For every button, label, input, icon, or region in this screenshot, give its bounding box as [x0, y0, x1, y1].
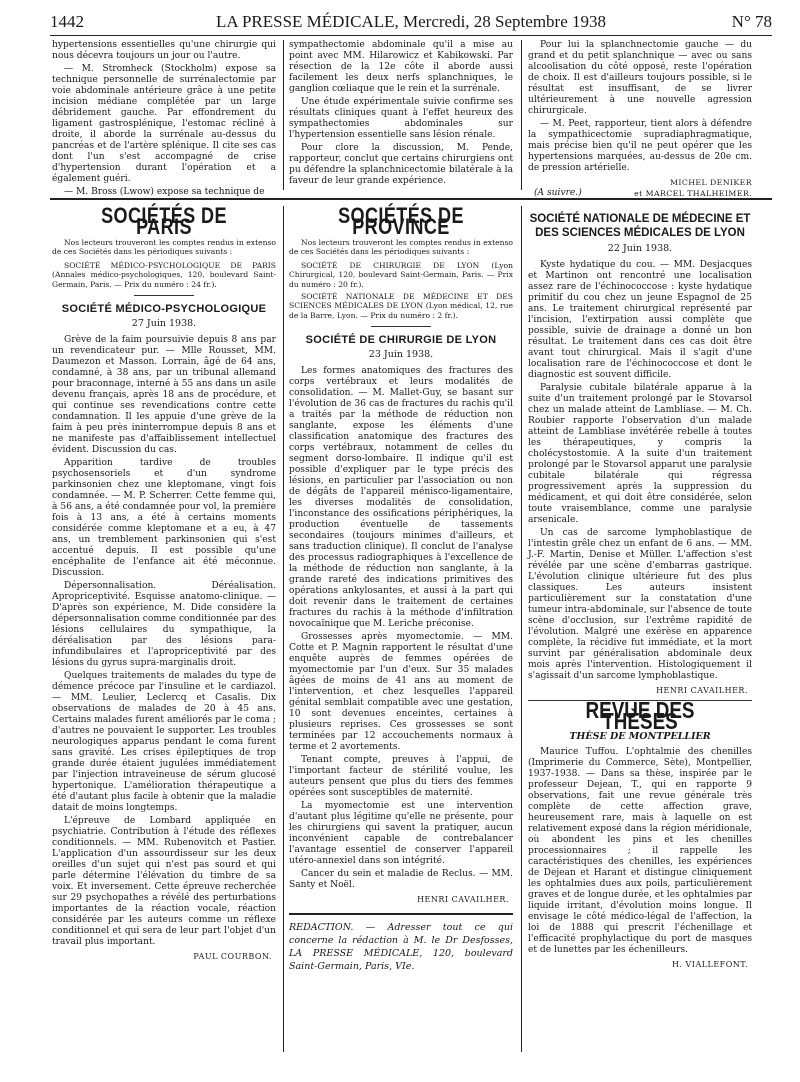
report-paragraph: Tenant compte, preuves à l'appui, de l'important facteur de stérilité voulue, les auteurs pensent que plus du tiers des femmes opérées sont susceptibles de maternité.	[289, 755, 513, 799]
signature: H. VIALLEFONT.	[671, 960, 748, 969]
divider	[289, 913, 513, 915]
column-rule	[521, 206, 522, 1052]
paragraph: Pour clore la discussion, M. Pende, rapporteur, conclut que certains chirurgiens ont pu défendre la splanchnicectomie bilatérale à la faveur de leur grande expérience.	[289, 143, 513, 186]
report-paragraph: Kyste hydatique du cou. — MM. Desjacques et Martinon ont rencontré une localisation assez rare de l'échinococcose : kyste hydatique primitif du cou chez un jeune Espagnol de 25 ans. Le traitement chirurgical représenté par l'incision, l'extirpation aussi complète que possible, suivie de drainage a donné un bon résultat. Le traitement dans ces cas doit être avant tout chirurgical. Mais il s'agit d'une localisation rare de l'échinococcose et dont le diagnostic est souvent difficile.	[528, 260, 752, 380]
section-heading: SOCIÉTÉS DE PARIS	[101, 203, 227, 239]
paragraph: — M. Peet, rapporteur, tient alors à défendre la sympathicectomie supradiaphragmatique, mais précise bien qu'il ne peut opérer que les hypertensions marquées, au-dessus de 20e cm. de pression artérielle.	[528, 119, 752, 173]
divider	[371, 326, 431, 327]
signature: MICHEL DENIKER	[669, 178, 752, 187]
column-rule	[283, 40, 284, 190]
session-date: 22 Juin 1938.	[607, 243, 673, 254]
report-paragraph: La myomectomie est une intervention d'autant plus légitime qu'elle ne présente, pour les chirurgiens qui savent la pratiquer, aucun inconvénient capable de contrebalancer l'avantage essentiel de conserver l'appareil utéro-annexiel dans son intégrité.	[289, 801, 513, 867]
periodical-ref: SOCIÉTÉ DE CHIRURGIE DE LYON (Lyon Chirurgical, 120, boulevard Saint-Germain, Paris. — Prix du numéro : 20 fr.).	[289, 260, 513, 289]
page-header	[50, 12, 772, 34]
section-rule	[50, 198, 772, 200]
signature: PAUL COURBON.	[193, 952, 272, 962]
society-name: SOCIÉTÉ MÉDICO-PSYCHOLOGIQUE	[61, 303, 267, 316]
periodical-ref: SOCIÉTÉ MÉDICO-PSYCHOLOGIQUE DE PARIS (Annales médico-psychologiques, 120, boulevard Saint-Germain, Paris. — Prix du numéro : 24 fr.).	[52, 260, 276, 289]
page-number: 1442	[50, 12, 84, 31]
society-name: SOCIÉTÉ NATIONALE DE MÉDECINE ET DES SCIENCES MÉDICALES DE LYON	[529, 213, 751, 239]
signature: HENRI CAVAILHER.	[417, 895, 509, 905]
note: Nos lecteurs trouveront les comptes rendus in extenso de ces Sociétés dans les périodiques suivants :	[289, 238, 513, 257]
report-paragraph: Grève de la faim poursuivie depuis 8 ans par un revendicateur pur. — Mlle Rousset, MM. Daumezon et Masson. Lorrain, âgé de 64 ans, condamné, à 38 ans, par un tribunal allemand pour braconnage, interné à 55 ans dans un asile devenu français, après 18 ans de procédure, et qui continue ses revendications contre cette condamnation. Il les appuie d'une grève de la faim à peu près ininterrompue depuis 8 ans et ne manifeste pas d'affaiblissement intellectuel évident. Discussion du cas.	[52, 335, 276, 456]
column-rule	[283, 206, 284, 1052]
periodical-ref: SOCIÉTÉ NATIONALE DE MÉDECINE ET DES SCIENCES MÉDICALES DE LYON (Lyon médical, 12, rue de la Barre, Lyon. — Prix du numéro : 2 fr.).	[289, 292, 513, 320]
society-name: SOCIÉTÉ DE CHIRURGIE DE LYON	[305, 334, 497, 347]
top-column-3	[528, 40, 752, 198]
report-paragraph: L'épreuve de Lombard appliquée en psychiatrie. Contribution à l'étude des réflexes conditionnels. — MM. Rubenovitch et Pastier. L'application d'un assourdisseur sur les deux oreilles d'un sujet qui n'est pas sourd et qui parle détermine l'élévation du timbre de sa voix. Et inversement. Cette épreuve recherchée sur 29 psychopathes a révélé des perturbations importantes de la réaction vocale, réaction considérée par les auteurs comme un réflexe conditionnel et qui sera de leur part l'objet d'un travail plus important.	[52, 816, 276, 948]
report-paragraph: Un cas de sarcome lymphoblastique de l'intestin grêle chez un enfant de 6 ans. — MM. J.-F. Martin, Denise et Müller. L'affection s'est révélée par une scène d'embarras gastrique. L'évolution clinique ultérieure fut des plus classiques. Les auteurs insistent particulièrement sur la constatation d'une tumeur intra-abdominale, sur l'absence de toute scène d'occlusion, sur l'extrême rapidité de l'évolution. Malgré une exérèse en apparence complète, la récidive fut immédiate, et la mort survint par généralisation abdominale deux mois après l'intervention. Histologiquement il s'agissait d'un sarcome lymphoblastique.	[528, 528, 752, 681]
report-paragraph: Paralysie cubitale bilatérale apparue à la suite d'un traitement prolongé par le Stovarsol chez un malade atteint de Lambliase. — M. Ch. Roubier rapporte l'observation d'un malade atteint de Lambliase invétérée rebelle à toutes les thérapeutiques, y compris la cholécystostomie. A la suite d'un traitement prolongé par le Stovarsol apparut une paralysie cubitale bilatérale qui régressa progressivement après la suppression du médicament, et qui doit être considérée, selon toute vraisemblance, comme une paralysie arsenicale.	[528, 383, 752, 525]
report-paragraph: Apparition tardive de troubles psychosensoriels et d'un syndrome parkinsonien chez une kleptomane, vingt fois condamnée. — M. P. Scherrer. Cette femme qui, à 56 ans, a été condamnée pour vol, la première fois à 13 ans, a été à certains moments considérée comme kleptomane et a eu, à 47 ans, un tremblement parkinsonien qui s'est accentué depuis. Il est possible qu'une encéphalite de l'enfance ait été méconnue. Discussion.	[52, 458, 276, 579]
note: Nos lecteurs trouveront les comptes rendus in extenso de ces Sociétés dans les périodiques suivants :	[52, 238, 276, 257]
paragraph: — M. Stromheck (Stockholm) expose sa technique personnelle de surrénalectomie par voie abdominale antérieure grâce à une petite incision médiane complétée par un large débridement gauche. Par effondrement du ligament gastrosplénique, l'estomac récliné à droite, il aborde la surrénale au-dessus du pancréas et de l'artère splénique. Il cite ses cas dont l'un s'est accompagné de crise d'hypertension durant l'opération et a également guéri.	[52, 64, 276, 184]
top-column-2	[289, 40, 513, 190]
signature: et MARCEL THALHEIMER.	[634, 189, 752, 198]
section-heading: SOCIÉTÉS DE PROVINCE	[338, 203, 464, 239]
report-paragraph: Cancer du sein et maladie de Reclus. — MM. Santy et Noël.	[289, 869, 513, 891]
paragraph: hypertensions essentielles qu'une chirurgie qui nous décevra toujours un jour ou l'autre.	[52, 40, 276, 61]
issue-number: N° 78	[731, 12, 772, 31]
lyon-column	[528, 208, 752, 1038]
report-paragraph: Grossesses après myomectomie. — MM. Cotte et P. Magnin rapportent le résultat d'une enquête auprès de femmes opérées de myomectomie par l'un d'eux. Sur 35 malades âgées de moins de 41 ans au moment de l'intervention, et chez lesquelles l'appareil génital semblait compatible avec une gestation, 10 sont devenues enceintes, certaines à plusieurs reprises. Ces grossesses se sont terminées par 12 accouchements normaux à terme et 2 avortements.	[289, 632, 513, 753]
header-rule	[50, 35, 772, 36]
paragraph: sympathectomie abdominale qu'il a mise au point avec MM. Hilarowicz et Kabikowski. Par résection de la 12e côte il aborde aussi facilement les deux nerfs splanchniques, le ganglion cœliaque que le rein et la surrénale.	[289, 40, 513, 94]
redaction-notice: REDACTION. — Adresser tout ce qui concerne la rédaction à M. le Dr Desfosses, LA PRESSE MÉDICALE, 120, boulevard Saint-Germain, Paris, VIe.	[289, 922, 513, 973]
report-paragraph: Quelques traitements de malades du type de démence précoce par l'insuline et le cardiazol. — MM. Leulier, Leclercq et Casalis. Dix observations de malades de 20 à 45 ans. Certains malades furent améliorés par le coma ; d'autres ne pouvaient le supporter. Les troubles neurologiques apparus pendant le coma furent sans gravité. Les crises épileptiques de trop grande durée étaient jugulées immédiatement par l'injection intraveineuse de sérum glucosé hypertonique. L'amélioration thérapeutique a été d'autant plus facile à obtenir que la maladie datait de moins longtemps.	[52, 671, 276, 814]
to-be-continued: (A suivre.)	[534, 188, 582, 198]
column-rule	[521, 40, 522, 190]
thesis-paragraph: Maurice Tuffou. L'ophtalmie des chenilles (Imprimerie du Commerce, Sète), Montpellier, 1937-1938. — Dans sa thèse, inspirée par le professeur Dejean, T., qui en rapporte 9 observations, fait une revue générale très complète de cette affection grave, heureusement rare, mais à laquelle on est relativement exposé dans la région méridionale, où abondent les pins et les chenilles processionnaires ; il rappelle les caractéristiques des chenilles, les expériences de Dejean et Harant et distingue cliniquement les ophtalmies dues aux poils, particulièrement graves et de longue durée, et les ophtalmies par liquide irritant, d'évolution moins longue. Il envisage le côté médico-légal de l'affection, la loi de 1888 qui prescrit l'échenillage et l'efficacité prophylactique du port de masques et de lunettes par les échenilleurs.	[528, 747, 752, 955]
session-date: 27 Juin 1938.	[131, 318, 197, 330]
thesis-subheading: THÈSE DE MONTPELLIER	[569, 731, 711, 742]
paragraph: — M. Bross (Lwow) expose sa technique de	[64, 187, 265, 197]
journal-title: LA PRESSE MÉDICALE, Mercredi, 28 Septembre 1938	[215, 12, 606, 31]
session-date: 23 Juin 1938.	[368, 349, 434, 361]
divider	[134, 295, 194, 296]
report-paragraph: Les formes anatomiques des fractures des corps vertébraux et leurs modalités de consolidation. — M. Mallet-Guy, se basant sur l'évolution de 36 cas de fractures du rachis qu'il a traités par la méthode de réduction non sanglante, expose les éléments d'une classification anatomique des fractures des corps vertébraux, notamment de celles du segment dorso-lombaire. Il indique qu'il est possible d'expliquer par le type précis des lésions, en particulier par l'association ou non de dégâts de l'appareil ménisco-ligamentaire, les diverses modalités de consolidation, l'inconstance des ossifications périphériques, la production éventuelle de tassements secondaires (toujours minimes d'ailleurs, et sans traduction clinique). Il conclut de l'analyse des processus radiographiques à l'excellence de la méthode de réduction non sanglante, à la grande rareté des indications primitives des opérations ankylosantes, et aussi à la part qui doit revenir dans le traitement de certaines fractures du rachis à la méthode d'infiltration novocaïnique que M. Leriche préconise.	[289, 366, 513, 630]
paragraph: Pour lui la splanchnectomie gauche — du grand et du petit splanchnique — avec ou sans alcoolisation du côté opposé, reste l'opération de choix. Il est d'ailleurs toujours possible, si le résultat est insuffisant, de se livrer ultérieurement à une nouvelle agression chirurgicale.	[528, 40, 752, 116]
province-column	[289, 203, 513, 1038]
report-paragraph: Dépersonnalisation. Déréalisation. Apropriceptivité. Esquisse anatomo-clinique. — D'après son expérience, M. Dide considère la dépersonnalisation comme conditionnée par des lésions cellulaires du sympathique, la déréalisation par des lésions para-infundibulaires et l'apropriceptivité par des lésions du gyrus supra-marginalis droit.	[52, 581, 276, 669]
paris-column	[52, 203, 276, 1038]
top-column-1	[52, 40, 276, 197]
paragraph: Une étude expérimentale suivie confirme ses résultats cliniques quant à l'effet heureux des sympathectomies abdominales sur l'hypertension essentielle sans lésion rénale.	[289, 97, 513, 140]
section-heading: REVUE DES THÈSES	[585, 697, 695, 734]
signature: HENRI CAVAILHER.	[656, 686, 748, 695]
